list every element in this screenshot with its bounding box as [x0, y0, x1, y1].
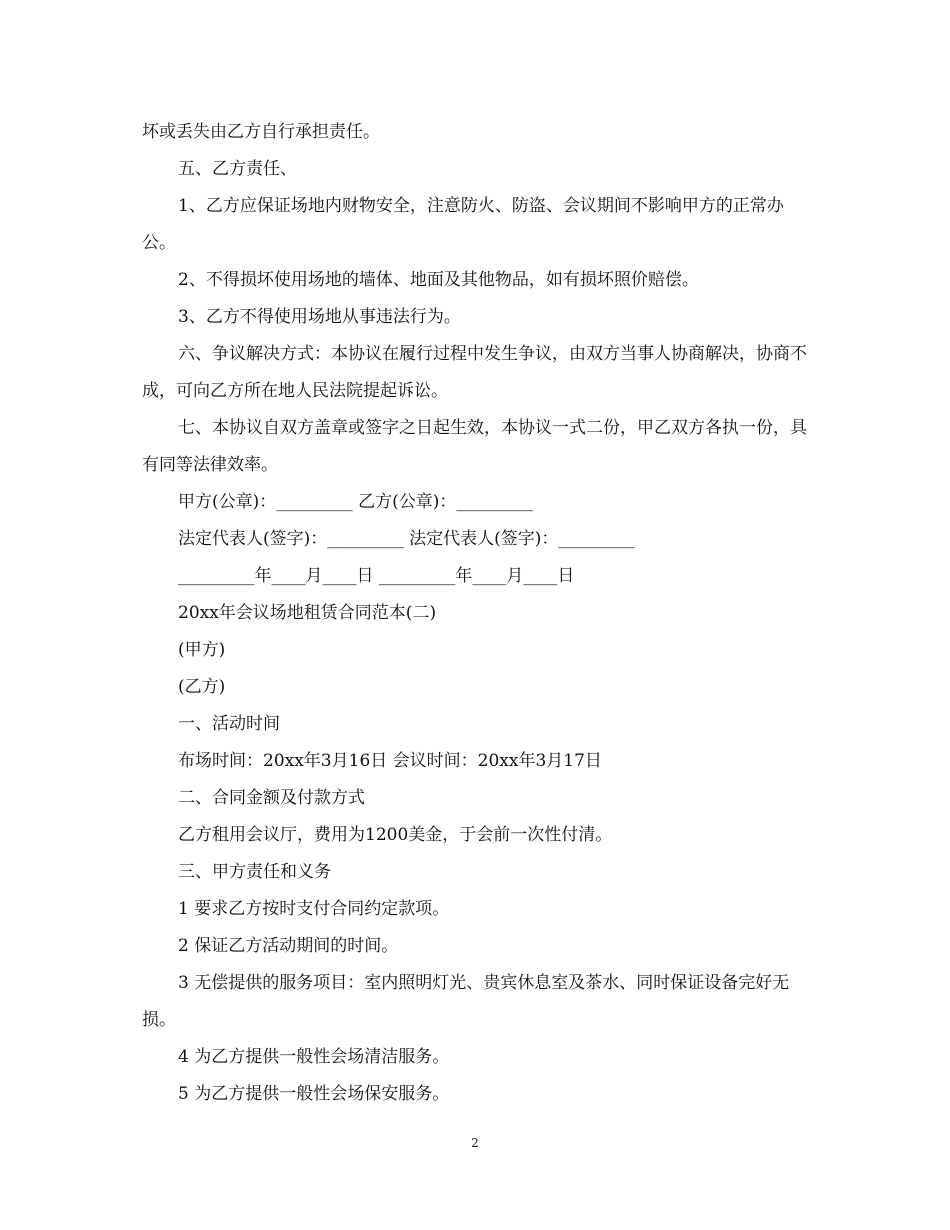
paragraph-continuation: 坏或丢失由乙方自行承担责任。 [142, 122, 380, 142]
paragraph-clause-2: 2、不得损坏使用场地的墙体、地面及其他物品，如有损坏照价赔偿。 [178, 270, 699, 290]
party-a-label: (甲方) [178, 640, 226, 660]
paragraph-duty-4: 4 为乙方提供一般性会场清洁服务。 [178, 1047, 450, 1067]
signature-line-dates: _________年____月____日 _________年____月____日 [178, 566, 575, 586]
document-body [142, 114, 807, 1113]
paragraph-duty-5: 5 为乙方提供一般性会场保安服务。 [178, 1084, 450, 1104]
paragraph-clause-1: 1、乙方应保证场地内财物安全，注意防火、防盗、会议期间不影响甲方的正常办公。 [142, 196, 784, 253]
paragraph-event-dates: 布场时间：20xx年3月16日 会议时间：20xx年3月17日 [178, 751, 602, 771]
paragraph-duty-3: 3 无偿提供的服务项目：室内照明灯光、贵宾休息室及茶水、同时保证设备完好无损。 [142, 973, 790, 1030]
section-heading-event-time: 一、活动时间 [178, 714, 280, 734]
paragraph-fee: 乙方租用会议厅，费用为1200美金，于会前一次性付清。 [178, 825, 613, 845]
signature-line-representatives: 法定代表人(签字)：_________ 法定代表人(签字)：_________ [178, 529, 635, 549]
paragraph-duty-1: 1 要求乙方按时支付合同约定款项。 [178, 899, 450, 919]
section-heading-contract-amount: 二、合同金额及付款方式 [178, 788, 365, 808]
page-number: 2 [471, 1136, 479, 1150]
party-b-label: (乙方) [178, 677, 226, 697]
paragraph-effectiveness: 七、本协议自双方盖章或签字之日起生效，本协议一式二份，甲乙双方各执一份，具有同等法律效率。 [142, 418, 807, 475]
document-subtitle: 20xx年会议场地租赁合同范本(二) [178, 603, 437, 623]
section-heading-party-a-duties: 三、甲方责任和义务 [178, 862, 331, 882]
paragraph-dispute-resolution: 六、争议解决方式：本协议在履行过程中发生争议，由双方当事人协商解决，协商不成，可向乙方所在地人民法院提起诉讼。 [142, 344, 807, 401]
paragraph-clause-3: 3、乙方不得使用场地从事违法行为。 [178, 307, 461, 327]
paragraph-duty-2: 2 保证乙方活动期间的时间。 [178, 936, 399, 956]
section-heading-party-b-responsibilities: 五、乙方责任、 [178, 159, 297, 179]
signature-line-seals: 甲方(公章)：_________ 乙方(公章)：_________ [178, 492, 533, 512]
